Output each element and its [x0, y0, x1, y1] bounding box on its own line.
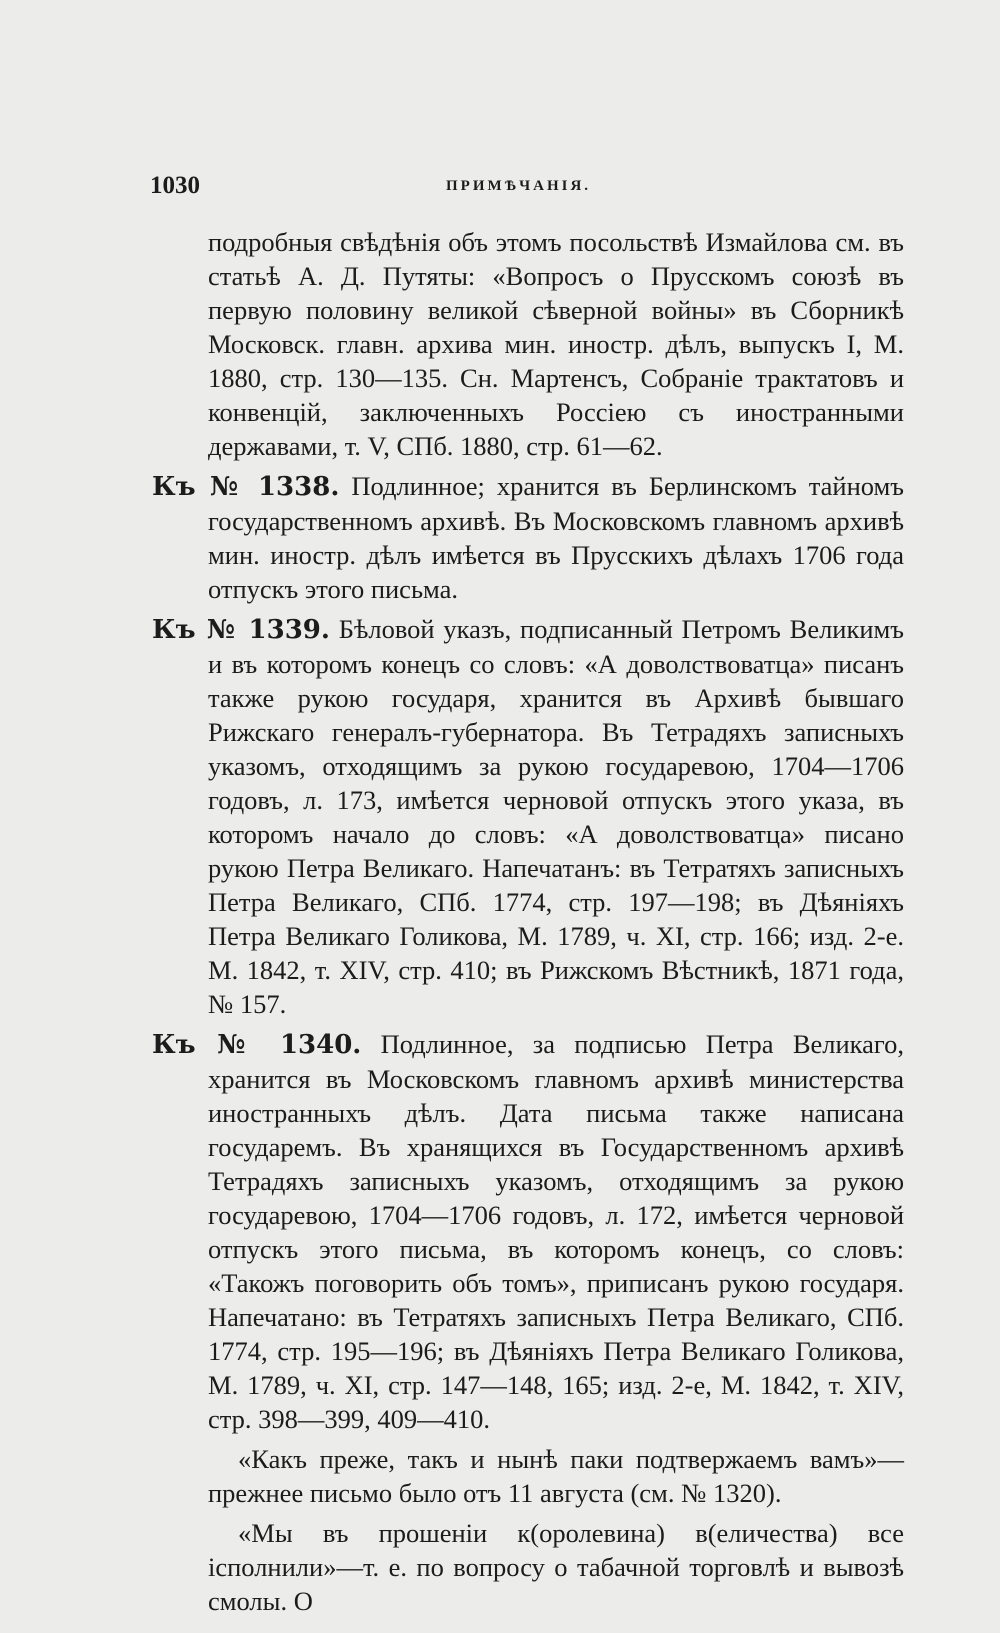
entry-1340 — [152, 1027, 904, 1436]
entry-1338 — [152, 469, 904, 606]
paragraph-quote-2: «Мы въ прошеніи к(оролевина) в(еличества) все іcполнили»—т. е. по вопросу о табачной торговлѣ и вывозѣ смолы. О — [208, 1518, 904, 1616]
entry-text: Бѣловой указъ, подписанный Петромъ Великимъ и въ которомъ конецъ со словъ: «А доволствоватца» писанъ также рукою государя, хранится въ Архивѣ бывшаго Рижскаго генералъ-губернатора. Въ Тетрадяхъ записныхъ указомъ, отходящимъ за рукою государевою, 1704—1706 годовъ, л. 173, имѣется черновой отпускъ этого указа, въ которомъ начало до словъ: «А доволствоватца» писано рукою Петра Великаго. Напечатанъ: въ Тетратяхъ записныхъ Петра Великаго, СПб. 1774, стр. 197—198; въ Дѣяніяхъ Петра Великаго Голикова, М. 1789, ч. XI, стр. 166; изд. 2-е. М. 1842, т. XIV, стр. 410; въ Рижскомъ Вѣстникѣ, 1871 года, № 157. — [208, 614, 905, 1019]
body-text — [152, 225, 904, 1618]
entry-label: Къ № 1338. — [152, 472, 340, 502]
entry-1339 — [152, 612, 904, 1021]
paragraph-quote-1: «Какъ преже, такъ и нынѣ паки подтвержаемъ вамъ»—прежнее письмо было отъ 11 августа (см. № 1320). — [208, 1444, 904, 1508]
page-number: 1030 — [150, 172, 200, 199]
entry-text: Подлинное, за подписью Петра Великаго, хранится въ Московскомъ главномъ архивѣ министерства иностранныхъ дѣлъ. Дата письма также написана государемъ. Въ хранящихся въ Государственномъ архивѣ Тетрадяхъ записныхъ указомъ, отходящимъ за рукою государевою, 1704—1706 годовъ, л. 172, имѣется черновой отпускъ этого письма, въ которомъ конецъ, со словъ: «Такожъ поговорить объ томъ», приписанъ рукою государя. Напечатано: въ Тетратяхъ записныхъ Петра Великаго, СПб. 1774, стр. 195—196; въ Дѣяніяхъ Петра Великаго Голикова, М. 1789, ч. XI, стр. 147—148, 165; изд. 2-е, М. 1842, т. XIV, стр. 398—399, 409—410. — [208, 1029, 905, 1434]
running-title: ПРИМѢЧАНІЯ. — [446, 178, 592, 194]
entry-text: Подлинное; хранится въ Берлинскомъ тайномъ государственномъ архивѣ. Въ Московскомъ главномъ архивѣ мин. иностр. дѣлъ имѣется въ Прусскихъ дѣлахъ 1706 года отпускъ этого письма. — [208, 471, 905, 604]
page-header — [150, 172, 902, 202]
entry-label: Къ № 1339. — [152, 615, 330, 645]
continuation-paragraph: подробныя свѣдѣнія объ этомъ посольствѣ Измайлова см. въ статьѣ А. Д. Путяты: «Вопросъ о Прусскомъ союзѣ въ первую половину великой сѣверной войны» въ Сборникѣ Московск. главн. архива мин. иностр. дѣлъ, выпускъ I, М. 1880, стр. 130—135. Сн. Мартенсъ, Собраніе трактатовъ и конвенцій, заключенныхъ Россіею съ иностранными державами, т. V, СПб. 1880, стр. 61—62. — [208, 227, 904, 461]
entry-label: Къ № 1340. — [152, 1030, 362, 1060]
